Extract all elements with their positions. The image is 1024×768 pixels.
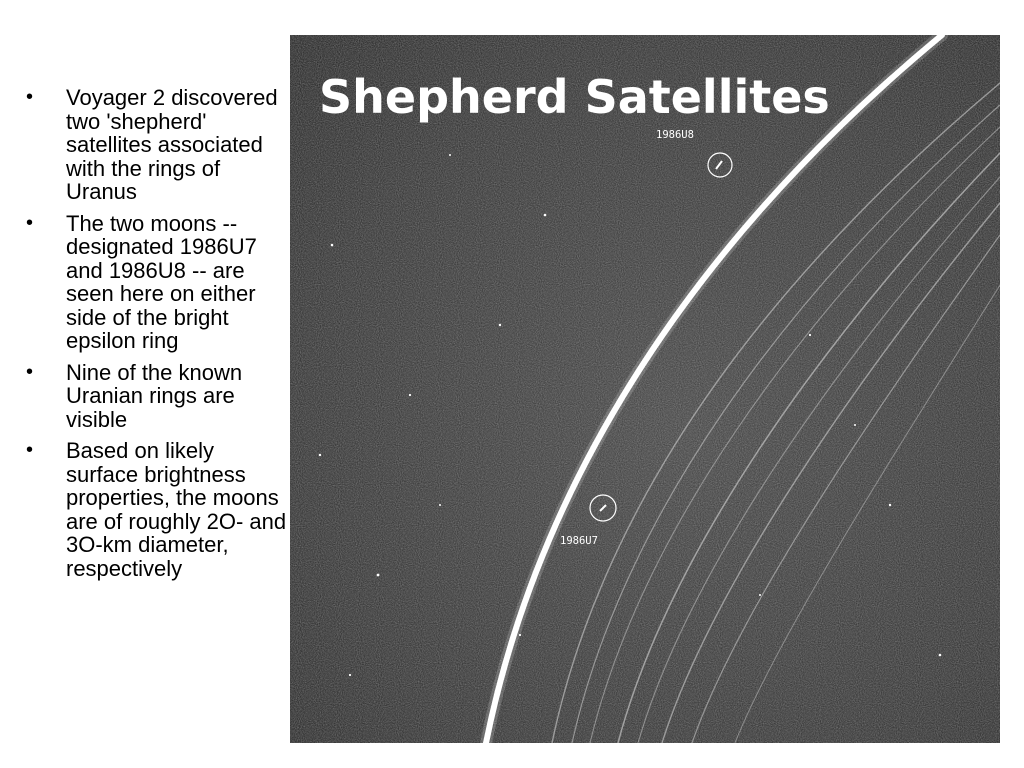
uranus-rings-photo (290, 35, 1000, 743)
star (331, 244, 334, 247)
star (519, 634, 521, 636)
star (319, 454, 321, 456)
film-grain (290, 35, 1000, 743)
bullet-text: The two moons -- designated 1986U7 and 1986U8 -- are seen here on either side of the bright epsilon ring (66, 210, 257, 353)
rings-illustration (290, 35, 1000, 743)
star (939, 654, 942, 657)
bullet-text: Nine of the known Uranian rings are visible (66, 359, 243, 432)
slide-title: Shepherd Satellites (319, 70, 830, 124)
bullet-symbol: • (26, 211, 34, 234)
moon-label-1986u7: 1986U7 (560, 535, 598, 547)
moon-label-1986u8: 1986U8 (656, 129, 694, 141)
star (889, 504, 891, 506)
star (439, 504, 441, 506)
bullet-item (22, 86, 290, 204)
star (449, 154, 451, 156)
bullet-list (22, 86, 290, 588)
bullet-item (22, 212, 290, 353)
star (409, 394, 411, 396)
star (759, 594, 761, 596)
bullet-item (22, 361, 290, 432)
bullet-text: Based on likely surface brightness properties, the moons are of roughly 2O- and 3O-km diameter, respectively (66, 438, 287, 581)
star (809, 334, 811, 336)
bullet-item (22, 439, 290, 580)
bullet-symbol: • (26, 439, 34, 461)
star (499, 324, 501, 326)
star (377, 574, 380, 577)
star (544, 214, 547, 217)
bullet-symbol: • (26, 360, 34, 383)
star (349, 674, 351, 676)
star (854, 424, 856, 426)
bullet-symbol: • (26, 86, 34, 108)
bullet-text: Voyager 2 discovered two 'shepherd' satellites associated with the rings of Uranus (66, 85, 278, 204)
